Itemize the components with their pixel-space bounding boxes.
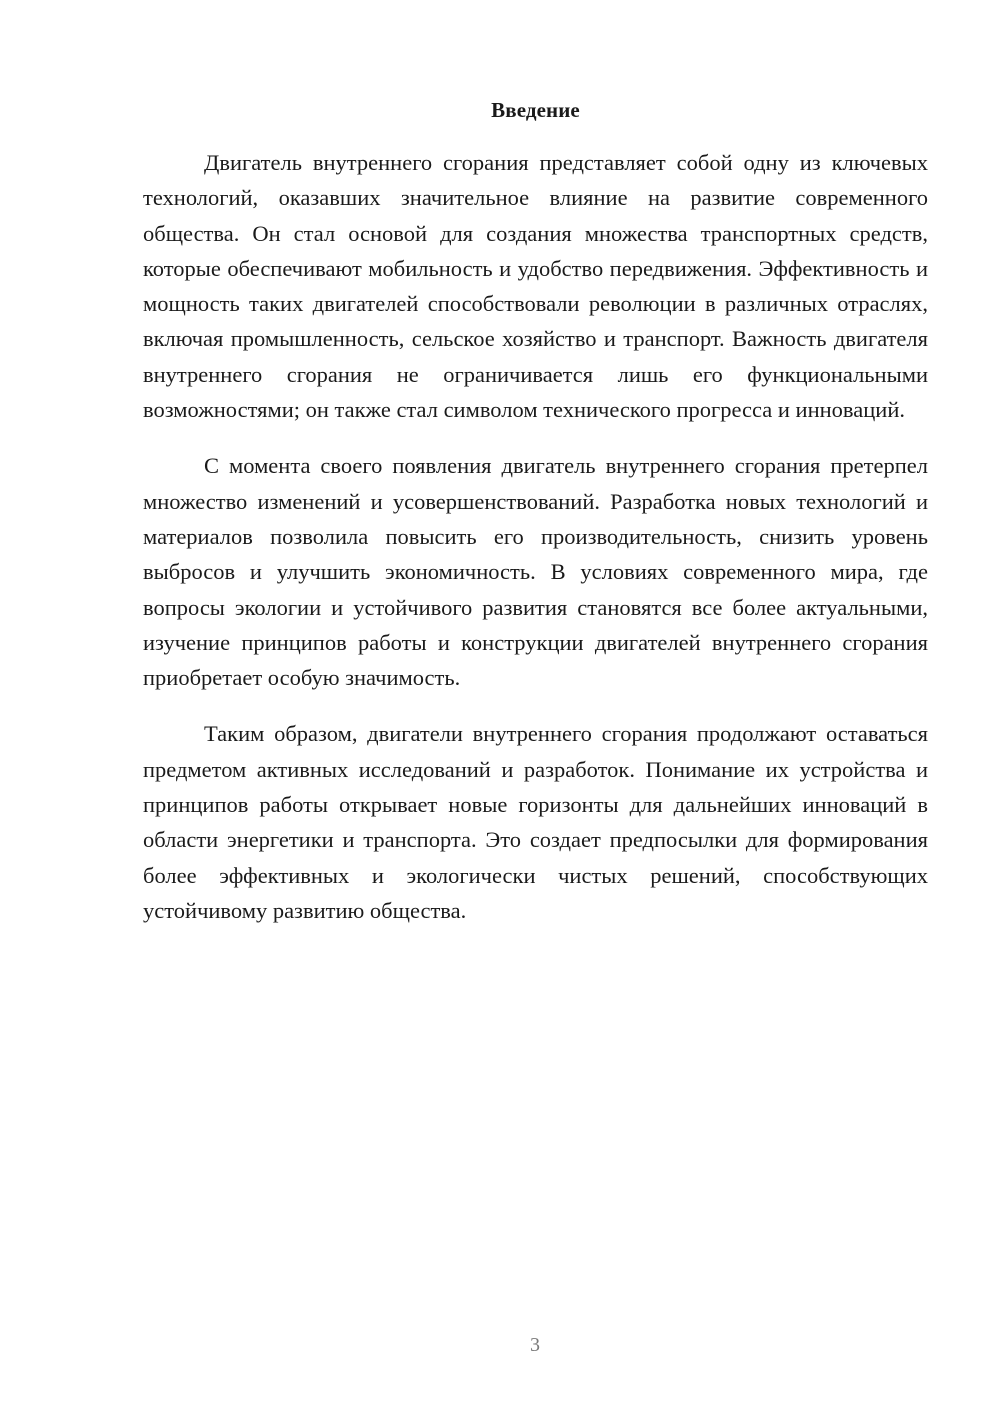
paragraph-3: Таким образом, двигатели внутреннего сгорания продолжают оставаться предметом активных исследований и разработок. Понимание их устройства и принципов работы открывает новые горизонты для дальнейших инноваций в области энергетики и транспорта. Это создает предпосылки для формирования более эффективных и экологически чистых решений, способствующих устойчивому развитию общества. xyxy=(143,721,928,923)
paragraph-2: С момента своего появления двигатель внутреннего сгорания претерпел множество изменений и усовершенствований. Разработка новых технологий и материалов позволила повысить его производительность, снизить уровень выбросов и улучшить экономичность. В условиях современного мира, где вопросы экологии и устойчивого развития становятся все более актуальными, изучение принципов работы и конструкции двигателей внутреннего сгорания приобретает особую значимость. xyxy=(143,453,928,691)
section-heading: Введение xyxy=(491,98,580,122)
paragraph-1: Двигатель внутреннего сгорания представляет собой одну из ключевых технологий, оказавших значительное влияние на развитие современного общества. Он стал основой для создания множества транспортных средств, которые обеспечивают мобильность и удобство передвижения. Эффективность и мощность таких двигателей способствовали революции в различных отраслях, включая промышленность, сельское хозяйство и транспорт. Важность двигателя внутреннего сгорания не ограничивается лишь его функциональными возможностями; он также стал символом технического прогресса и инноваций. xyxy=(143,150,928,423)
page-number: 3 xyxy=(530,1334,540,1356)
page-content xyxy=(143,96,928,928)
